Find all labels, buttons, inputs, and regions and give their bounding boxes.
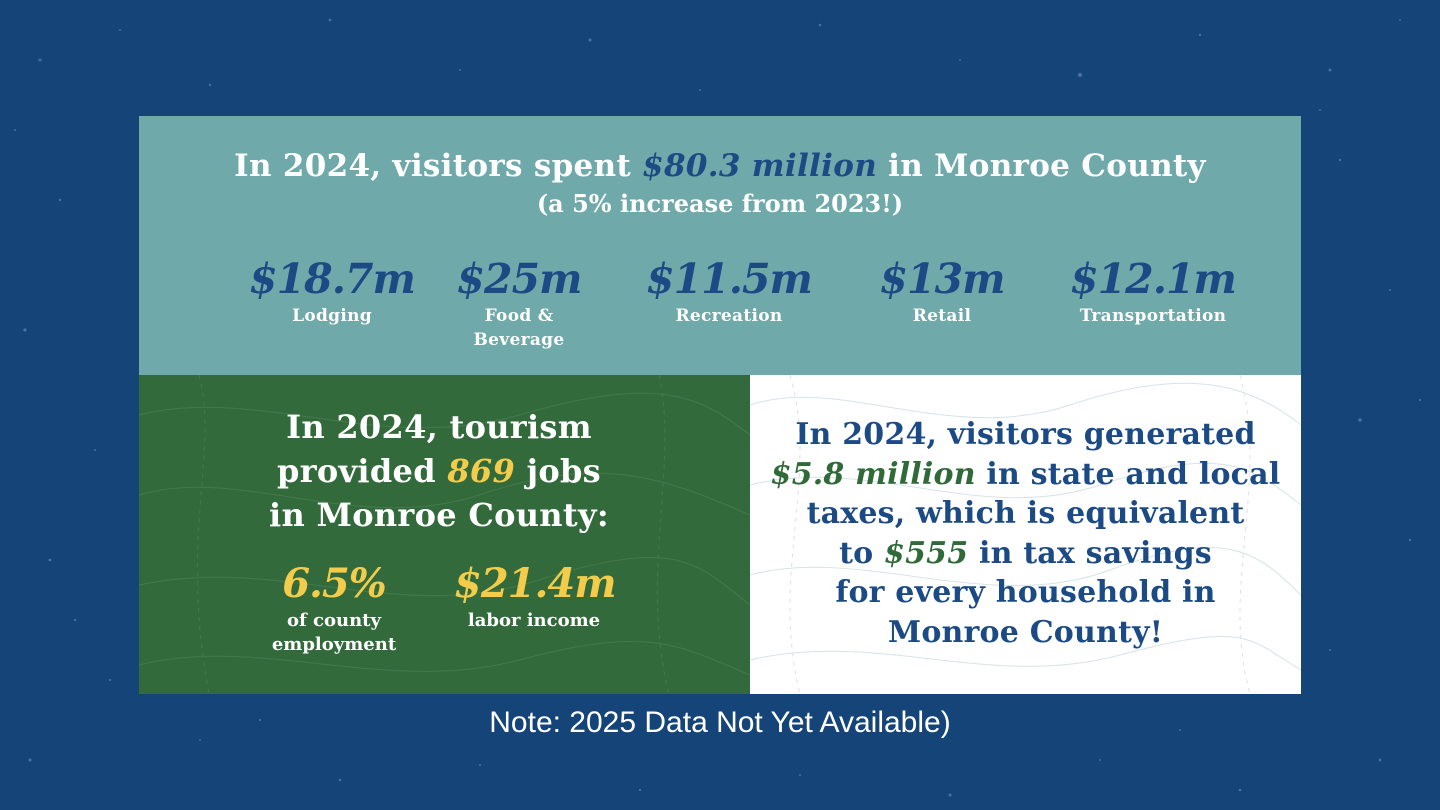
stat-label: Lodging xyxy=(292,306,372,326)
tax-line-4-prefix: to xyxy=(839,535,885,571)
stat-label-line-2: employment xyxy=(271,634,397,655)
stat-label: Recreation xyxy=(675,306,783,326)
tax-impact-text xyxy=(750,415,1301,652)
stat-label: Food & xyxy=(484,306,554,326)
stat-value: $12.1m xyxy=(1070,255,1236,303)
spending-stat-retail xyxy=(842,256,1042,328)
tax-line-3: taxes, which is equivalent xyxy=(806,496,1245,531)
stat-label-line-2: Beverage xyxy=(473,330,565,350)
spending-stat-lodging xyxy=(232,256,432,328)
tourism-jobs-panel xyxy=(139,375,750,694)
stat-label: Retail xyxy=(912,306,972,326)
data-availability-note: Note: 2025 Data Not Yet Available) xyxy=(489,706,951,739)
jobs-count: 869 xyxy=(447,452,516,490)
spending-headline-location: in Monroe County xyxy=(877,148,1206,184)
spending-stat-transportation xyxy=(1042,256,1264,328)
stat-value: $18.7m xyxy=(249,255,415,303)
stat-label: labor income xyxy=(467,610,601,631)
tax-impact-panel xyxy=(750,375,1301,694)
jobs-headline-line-2 xyxy=(139,449,739,493)
tax-line-2 xyxy=(750,455,1301,495)
spending-stat-food-beverage xyxy=(419,256,619,352)
spending-total-amount: $80.3 million xyxy=(642,148,878,184)
tax-revenue-amount: $5.8 million xyxy=(770,456,976,492)
jobs-headline-line-3: in Monroe County: xyxy=(269,496,609,534)
tourism-infographic xyxy=(139,116,1301,694)
jobs-headline-suffix: jobs xyxy=(515,452,601,490)
stat-label: of county xyxy=(287,610,381,631)
stat-value: $25m xyxy=(456,255,582,303)
tax-line-6: Monroe County! xyxy=(887,614,1164,650)
visitor-spending-panel xyxy=(139,116,1301,375)
tax-line-4-suffix: in tax savings xyxy=(968,535,1212,571)
jobs-stat-employment-share xyxy=(254,561,414,657)
tax-line-1: In 2024, visitors generated xyxy=(795,417,1256,452)
household-savings-amount: $555 xyxy=(884,535,969,571)
tax-line-5: for every household in xyxy=(835,575,1216,610)
stat-label: Transportation xyxy=(1079,306,1227,326)
spending-headline-text: In 2024, visitors spent xyxy=(234,148,643,184)
jobs-headline-line-1: In 2024, tourism xyxy=(286,408,592,446)
spending-subheadline: (a 5% increase from 2023!) xyxy=(536,189,904,218)
tax-line-2-suffix: in state and local xyxy=(975,456,1281,492)
jobs-stat-labor-income xyxy=(454,561,614,633)
stat-value: $11.5m xyxy=(646,255,812,303)
stat-value: $13m xyxy=(879,255,1005,303)
spending-headline xyxy=(139,148,1301,184)
jobs-headline xyxy=(139,405,739,537)
tax-line-4 xyxy=(750,534,1301,574)
stat-value: $21.4m xyxy=(454,560,616,607)
jobs-headline-prefix: provided xyxy=(277,452,448,490)
spending-stat-recreation xyxy=(629,256,829,328)
stat-value: 6.5% xyxy=(282,560,386,607)
